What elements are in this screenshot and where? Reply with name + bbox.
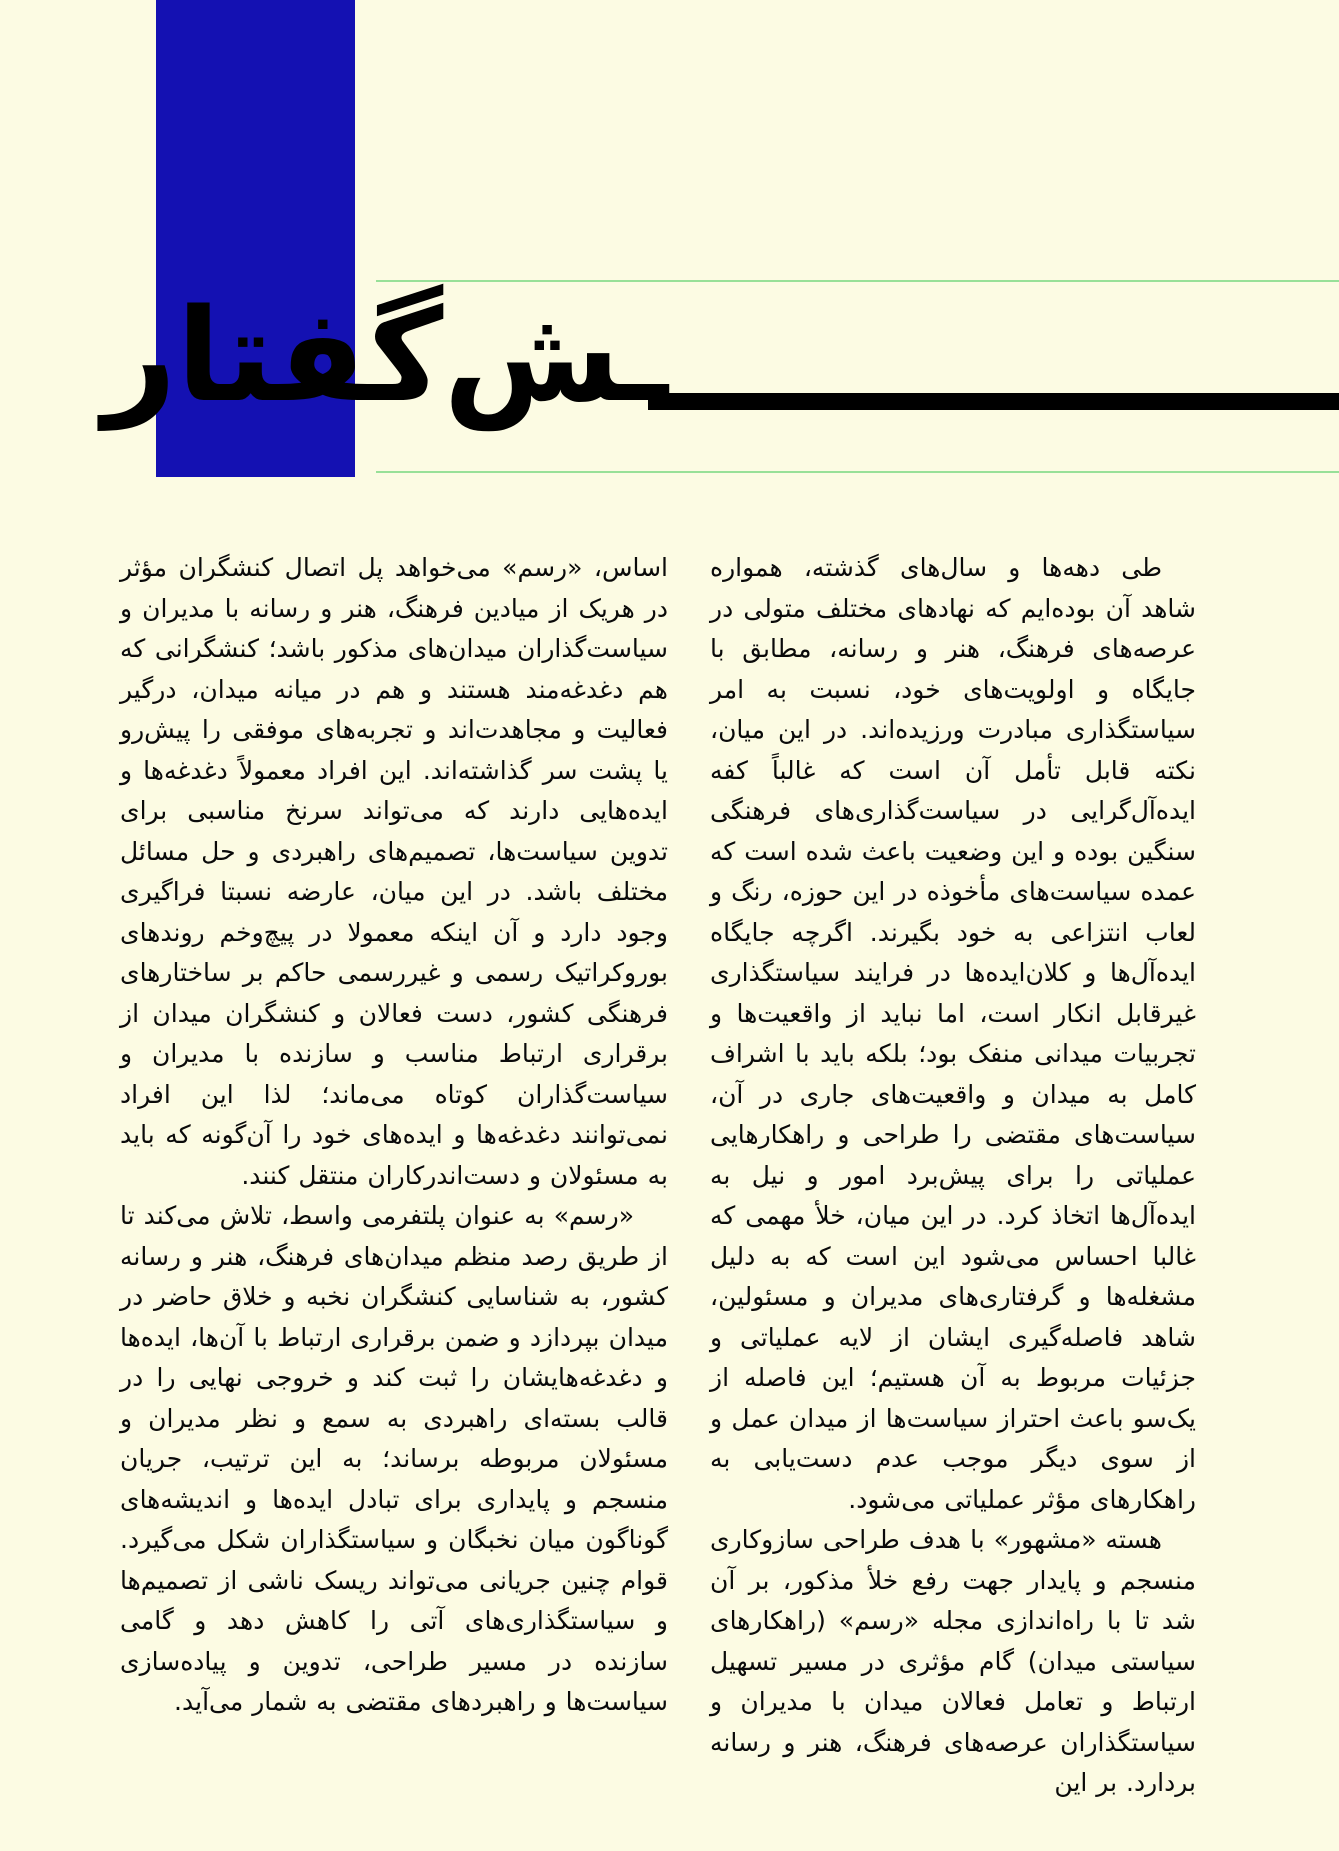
- right-column-paragraph-1: طی دهه‌ها و سال‌های گذشته، همواره شاهد آن بوده‌ایم که نهادهای مختلف متولی در عرصه‌های فرهنگ، هنر و رسانه، مطابق با جایگاه و اولویت‌های خود، نسبت به امر سیاستگذاری مبادرت ورزیده‌اند. در این میان، نکته قابل تأمل آن است که غالباً کفه ایده‌آل‌گرایی در سیاست‌گذاری‌های فرهنگی سنگین بوده و این وضعیت باعث شده است که عمده سیاست‌های مأخوذه در این حوزه، رنگ و لعاب انتزاعی به خود بگیرند. اگرچه جایگاه ایده‌آل‌ها و کلان‌ایده‌ها در فرایند سیاستگذاری غیرقابل انکار است، اما نباید از واقعیت‌ها و تجربیات میدانی منفک بود؛ بلکه باید با اشراف کامل به میدان و واقعیت‌های جاری در آن، سیاست‌های مقتضی را طراحی و راهکارهایی عملیاتی را برای پیش‌برد امور و نیل به ایده‌آل‌ها اتخاذ کرد. در این میان، خلأ مهمی که غالبا احساس می‌شود این است که به دلیل مشغله‌ها و گرفتاری‌های مدیران و مسئولین، شاهد فاصله‌گیری ایشان از لایه عملیاتی و جزئیات مربوط به آن هستیم؛ این فاصله از یک‌سو باعث احتراز سیاست‌ها از میدان عمل و از سوی دیگر موجب عدم دست‌یابی به راهکارهای مؤثر عملیاتی می‌شود.: [710, 553, 1196, 1514]
- bottom-green-rule: [376, 471, 1339, 473]
- page-title: ـش‌گفتار: [102, 282, 668, 431]
- right-text-column: [710, 548, 1196, 1804]
- left-column-paragraph-1: اساس، «رسم» می‌خواهد پل اتصال کنشگران مؤثر در هریک از میادین فرهنگ، هنر و رسانه با مدیران و سیاست‌گذاران میدان‌های مذکور باشد؛ کنشگرانی که هم دغدغه‌مند هستند و هم در میانه میدان، درگیر فعالیت و مجاهدت‌اند و تجربه‌های موفقی را پیش‌رو یا پشت سر گذاشته‌اند. این افراد معمولاً دغدغه‌ها و ایده‌هایی دارند که می‌تواند سرنخ مناسبی برای تدوین سیاست‌ها، تصمیم‌های راهبردی و حل مسائل مختلف باشد. در این میان، عارضه نسبتا فراگیری وجود دارد و آن اینکه معمولا در پیچ‌وخم روندهای بوروکراتیک رسمی و غیررسمی حاکم بر ساختارهای فرهنگی کشور، دست فعالان و کنشگران میدان از برقراری ارتباط مناسب و سازنده با مدیران و سیاست‌گذاران کوتاه می‌ماند؛ لذا این افراد نمی‌توانند دغدغه‌ها و ایده‌های خود را آن‌گونه که باید به مسئولان و دست‌اندرکاران منتقل کنند.: [120, 553, 668, 1190]
- left-text-column: [120, 548, 668, 1723]
- right-column-paragraph-2: هسته «مشهور» با هدف طراحی سازوکاری منسجم و پایدار جهت رفع خلأ مذکور، بر آن شد تا با راه‌اندازی مجله «رسم» (راهکارهای سیاستی میدان) گام مؤثری در مسیر تسهیل ارتباط و تعامل فعالان میدان با مدیران و سیاستگذاران عرصه‌های فرهنگ، هنر و رسانه بردارد. بر این: [710, 1525, 1196, 1797]
- title-kashida-bar: [648, 393, 1339, 410]
- left-column-paragraph-2: «رسم» به عنوان پلتفرمی واسط، تلاش می‌کند تا از طریق رصد منظم میدان‌های فرهنگ، هنر و رسانه کشور، به شناسایی کنشگران نخبه و خلاق حاضر در میدان بپردازد و ضمن برقراری ارتباط با آن‌ها، ایده‌ها و دغدغه‌هایشان را ثبت کند و خروجی نهایی را در قالب بسته‌ای راهبردی به سمع و نظر مدیران و مسئولان مربوطه برساند؛ به این ترتیب، جریان منسجم و پایداری برای تبادل ایده‌ها و اندیشه‌های گوناگون میان نخبگان و سیاستگذاران شکل می‌گیرد. قوام چنین جریانی می‌تواند ریسک ناشی از تصمیم‌ها و سیاستگذاری‌های آتی را کاهش دهد و گامی سازنده در مسیر طراحی، تدوین و پیاده‌سازی سیاست‌ها و راهبردهای مقتضی به شمار می‌آید.: [120, 1201, 668, 1716]
